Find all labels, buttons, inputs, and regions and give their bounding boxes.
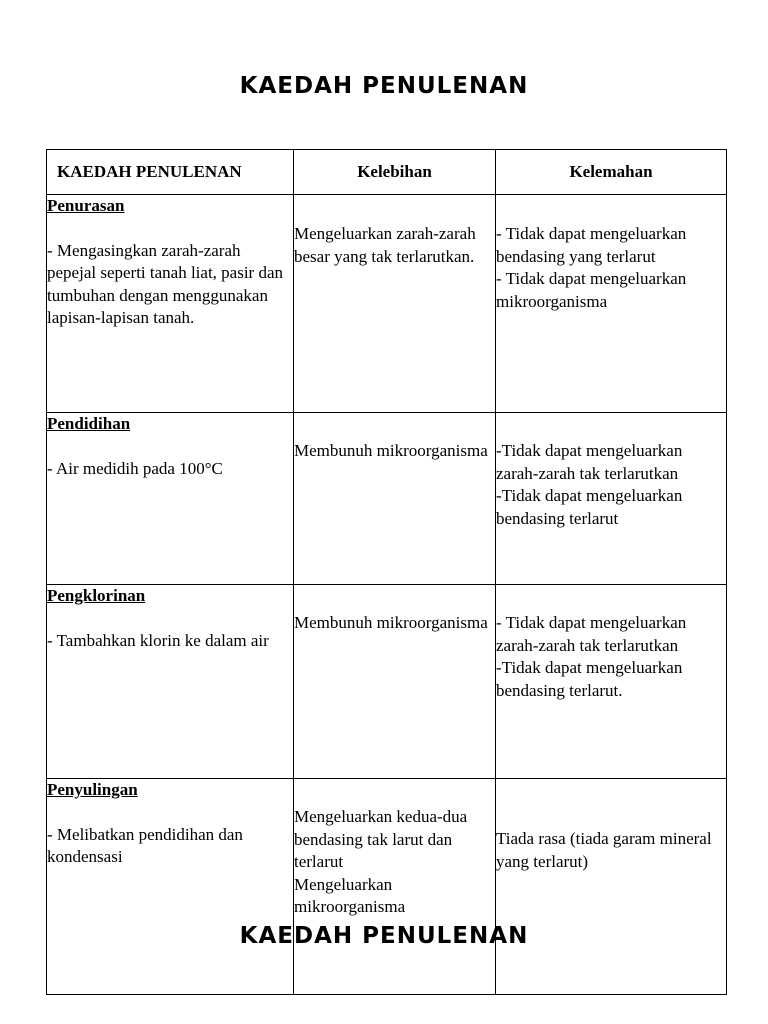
table-row <box>47 195 727 413</box>
disadvantage-text: Tiada rasa (tiada garam mineral yang terlarut) <box>496 829 712 871</box>
purification-methods-table <box>46 149 727 995</box>
disadvantage-text: - Tidak dapat mengeluarkan zarah-zarah tak terlarutkan <box>496 613 687 655</box>
method-cell <box>47 413 294 585</box>
header-advantages: Kelebihan <box>294 150 496 195</box>
disadvantage-text: - Tidak dapat mengeluarkan bendasing yang terlarut <box>496 224 687 266</box>
disadvantage-text: -Tidak dapat mengeluarkan bendasing terlarut. <box>496 658 683 700</box>
disadvantages-cell <box>496 195 727 413</box>
advantage-text: Mengeluarkan mikroorganisma <box>294 874 406 916</box>
method-name: Penyulingan <box>47 780 138 799</box>
advantages-cell <box>294 779 496 995</box>
table-row <box>47 585 727 779</box>
advantages-cell <box>294 585 496 779</box>
method-cell <box>47 779 294 995</box>
disadvantages-cell <box>496 413 727 585</box>
advantages-cell <box>294 195 496 413</box>
header-disadvantages: Kelemahan <box>496 150 727 195</box>
header-method: KAEDAH PENULENAN <box>47 150 294 195</box>
method-cell <box>47 195 294 413</box>
disadvantage-text: -Tidak dapat mengeluarkan bendasing terlarut <box>496 486 683 528</box>
page-title-repeat: KAEDAH PENULENAN <box>239 923 529 949</box>
disadvantages-cell <box>496 779 727 995</box>
table-header-row <box>47 150 727 195</box>
disadvantage-text: -Tidak dapat mengeluarkan zarah-zarah tak terlarutkan <box>496 441 683 483</box>
method-description: - Mengasingkan zarah-zarah pepejal seperti tanah liat, pasir dan tumbuhan dengan menggunakan lapisan-lapisan tanah. <box>47 240 284 327</box>
table-row <box>47 413 727 585</box>
method-name: Pengklorinan <box>47 586 146 605</box>
advantage-text: Membunuh mikroorganisma <box>294 613 488 632</box>
page-title: KAEDAH PENULENAN <box>239 73 529 99</box>
advantage-text: Mengeluarkan zarah-zarah besar yang tak terlarutkan. <box>294 224 476 266</box>
method-name: Penurasan <box>47 196 125 215</box>
method-description: - Melibatkan pendidihan dan kondensasi <box>47 824 243 866</box>
disadvantages-cell <box>496 585 727 779</box>
method-description: - Air medidih pada 100°C <box>47 458 223 478</box>
advantage-text: Mengeluarkan kedua-dua bendasing tak larut dan terlarut <box>294 807 468 871</box>
disadvantage-text: - Tidak dapat mengeluarkan mikroorganisma <box>496 269 687 311</box>
method-name: Pendidihan <box>47 414 131 433</box>
table-row <box>47 779 727 995</box>
advantage-text: Membunuh mikroorganisma <box>294 441 488 460</box>
method-cell <box>47 585 294 779</box>
advantages-cell <box>294 413 496 585</box>
method-description: - Tambahkan klorin ke dalam air <box>47 630 269 650</box>
